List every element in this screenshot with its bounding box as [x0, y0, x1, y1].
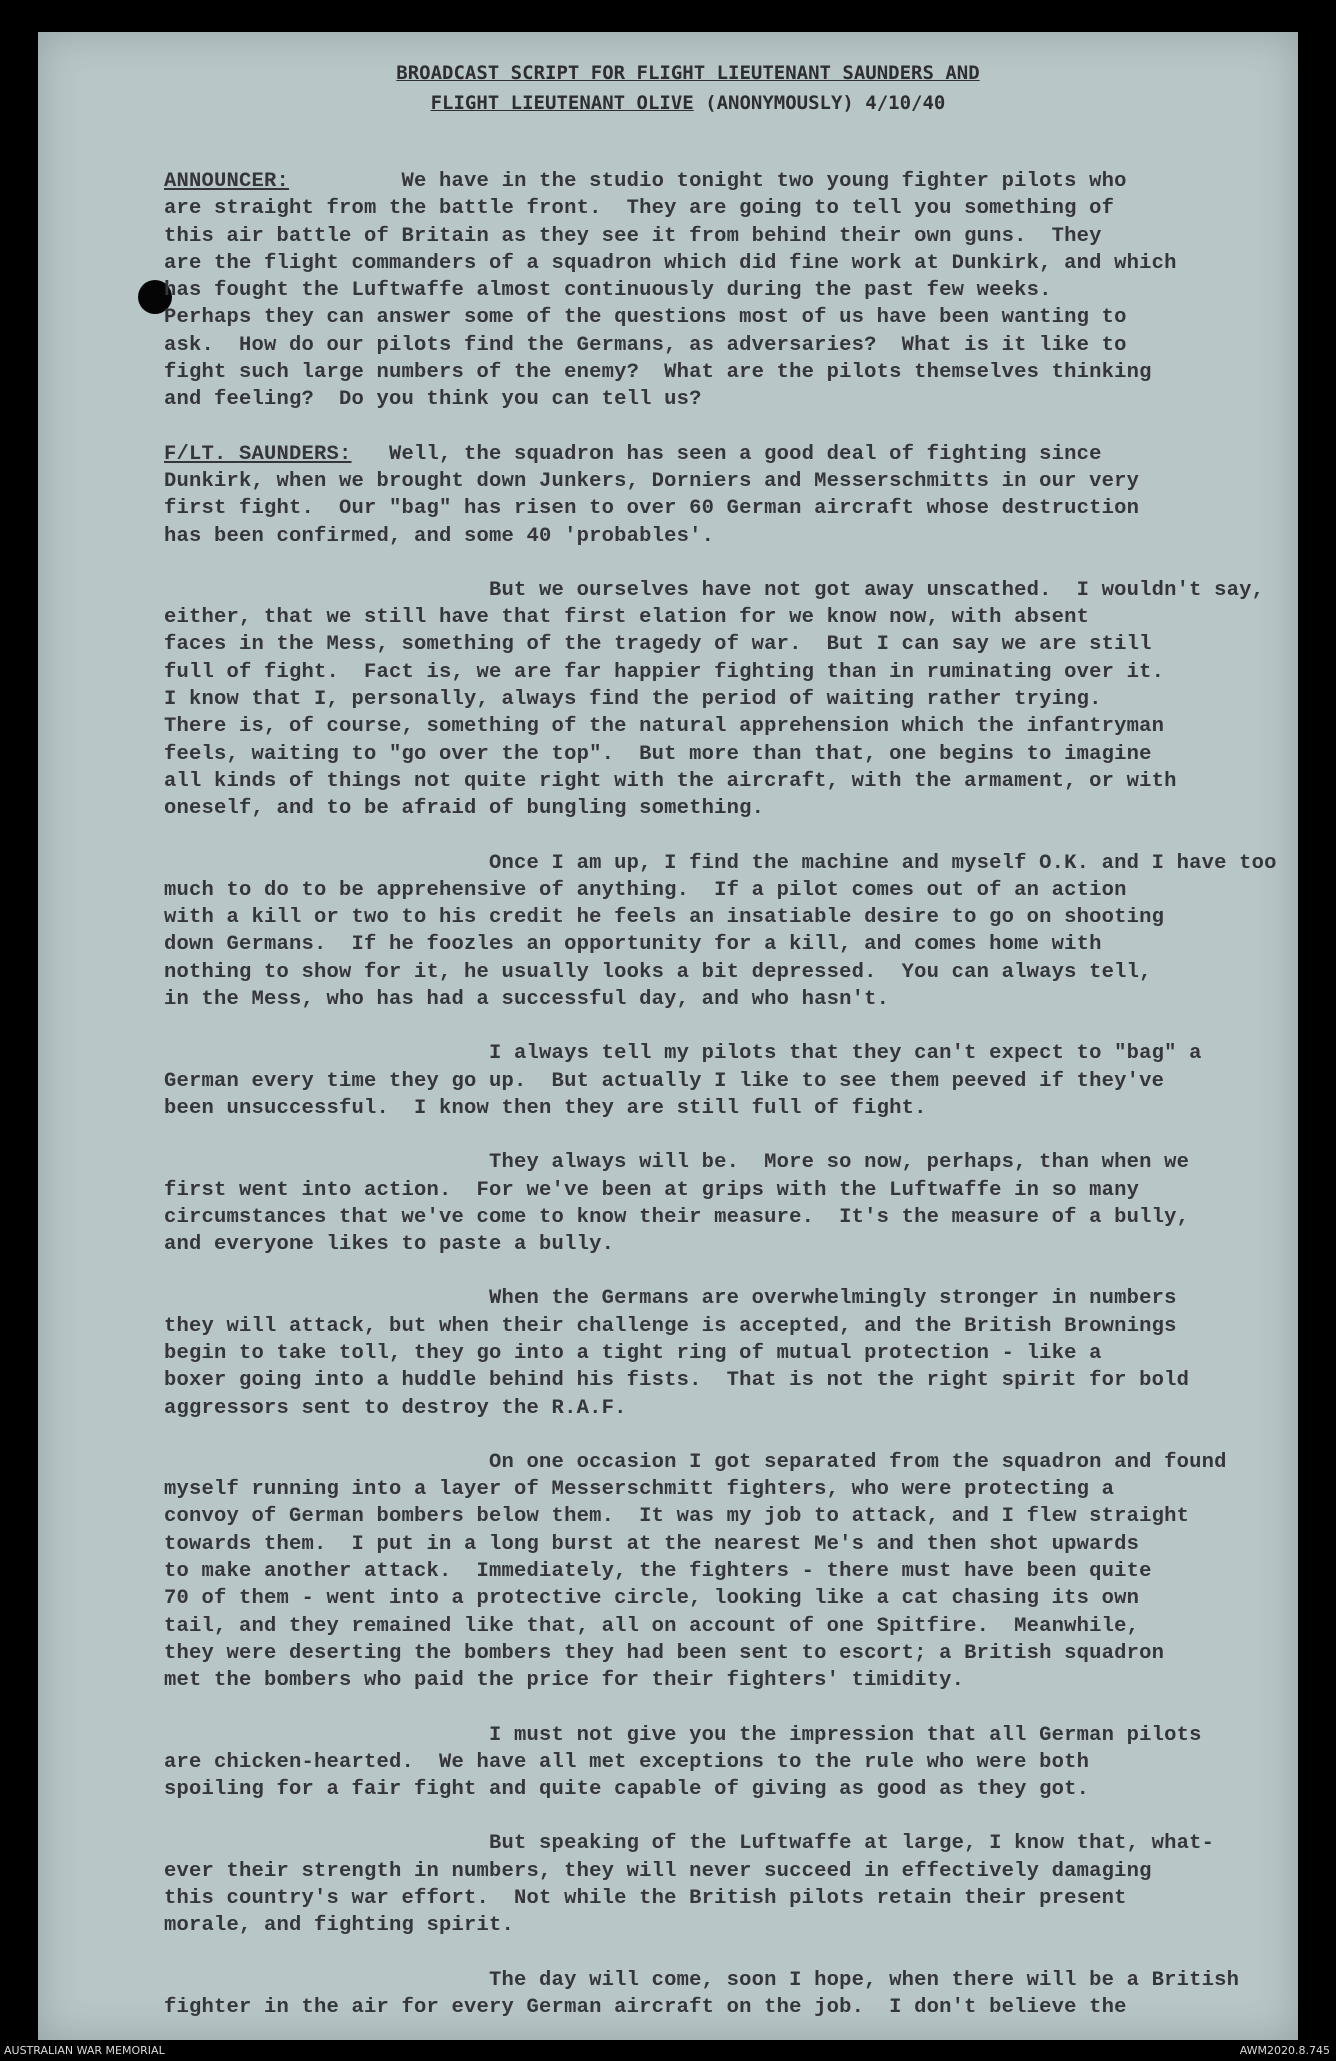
paragraph-line: I know that I, personally, always find the period of waiting rather trying.: [164, 688, 1102, 712]
paragraph-line: nothing to show for it, he usually looks a bit depressed. You can always tell,: [164, 960, 1152, 984]
paragraph-line: myself running into a layer of Messerschmitt fighters, who were protecting a: [164, 1478, 1115, 1502]
title-line-2: [188, 88, 1188, 118]
script-body: [164, 168, 1284, 2021]
paragraph-line: circumstances that we've come to know their measure. It's the measure of a bully,: [164, 1205, 1190, 1229]
section-line: are the flight commanders of a squadron which did fine work at Dunkirk, and which: [164, 251, 1177, 275]
paragraph-line: met the bombers who paid the price for their fighters' timidity.: [164, 1669, 965, 1693]
section-line: this air battle of Britain as they see it from behind their own guns. They: [164, 224, 1102, 248]
section-line: first fight. Our "bag" has risen to over 60 German aircraft whose destruction: [164, 497, 1140, 521]
footer-institution: AUSTRALIAN WAR MEMORIAL: [4, 2044, 165, 2057]
paragraph: [164, 1285, 1284, 1421]
section-line: and feeling? Do you think you can tell us?: [164, 388, 702, 412]
archive-footer: [0, 2040, 1336, 2061]
paragraph-line: begin to take toll, they go into a tight ring of mutual protection - like a: [164, 1341, 1102, 1365]
paragraph-line: The day will come, soon I hope, when there will be a British: [164, 1968, 1240, 1992]
paragraph-line: oneself, and to be afraid of bungling something.: [164, 797, 765, 821]
paragraph-line: But we ourselves have not got away unscathed. I wouldn't say,: [164, 578, 1265, 602]
paragraph-line: down Germans. If he foozles an opportunity for a kill, and comes home with: [164, 933, 1102, 957]
paragraph-line: are chicken-hearted. We have all met exceptions to the rule who were both: [164, 1750, 1090, 1774]
section-line: [164, 441, 1284, 468]
paragraph: [164, 850, 1284, 1014]
paragraph-line: morale, and fighting spirit.: [164, 1914, 515, 1938]
paragraph: [164, 1967, 1284, 2022]
announcer-section: [164, 168, 1284, 414]
paragraph-line: towards them. I put in a long burst at the nearest Me's and then shot upwards: [164, 1532, 1140, 1556]
paragraph-line: all kinds of things not quite right with the aircraft, with the armament, or with: [164, 769, 1177, 793]
title-line-1: BROADCAST SCRIPT FOR FLIGHT LIEUTENANT SAUNDERS AND: [396, 62, 980, 84]
paragraph-line: I always tell my pilots that they can't expect to "bag" a: [164, 1042, 1202, 1066]
paragraph-line: I must not give you the impression that all German pilots: [164, 1723, 1202, 1747]
footer-catalog-number: AWM2020.8.745: [1239, 2044, 1330, 2057]
paragraph: [164, 577, 1284, 823]
paragraph-line: they will attack, but when their challenge is accepted, and the British Brownings: [164, 1314, 1177, 1338]
paragraph: [164, 1040, 1284, 1122]
paragraph-line: fighter in the air for every German aircraft on the job. I don't believe the: [164, 1995, 1127, 2019]
paragraph-line: been unsuccessful. I know then they are still full of fight.: [164, 1096, 927, 1120]
paragraph-line: with a kill or two to his credit he feels an insatiable desire to go on shooting: [164, 906, 1165, 930]
paragraph-line: first went into action. For we've been at grips with the Luftwaffe in so many: [164, 1178, 1140, 1202]
paragraph-line: faces in the Mess, something of the tragedy of war. But I can say we are still: [164, 633, 1152, 657]
paragraph: [164, 1830, 1284, 1939]
paragraph-line: and everyone likes to paste a bully.: [164, 1233, 615, 1257]
section-line: has been confirmed, and some 40 'probables'.: [164, 524, 715, 548]
section-line: ask. How do our pilots find the Germans, as adversaries? What is it like to: [164, 333, 1127, 357]
speaker-label: ANNOUNCER:: [164, 170, 290, 193]
section-line: Dunkirk, when we brought down Junkers, Dorniers and Messerschmitts in our very: [164, 469, 1140, 493]
paragraph-line: But speaking of the Luftwaffe at large, I know that, what-: [164, 1832, 1215, 1856]
paragraph-line: either, that we still have that first elation for we know now, with absent: [164, 606, 1090, 630]
paragraph: [164, 1722, 1284, 1804]
section-line: Perhaps they can answer some of the questions most of us have been wanting to: [164, 306, 1127, 330]
speaker-label: F/LT. SAUNDERS:: [164, 442, 352, 466]
paragraph-line: ever their strength in numbers, they will never succeed in effectively damaging: [164, 1859, 1152, 1883]
paragraph-line: aggressors sent to destroy the R.A.F.: [164, 1396, 627, 1420]
paragraph-line: much to do to be apprehensive of anything. If a pilot comes out of an action: [164, 878, 1127, 902]
typed-script-page: [38, 32, 1298, 2040]
paragraph-line: to make another attack. Immediately, the fighters - there must have been quite: [164, 1560, 1152, 1584]
paragraph: [164, 1149, 1284, 1258]
paragraph-line: full of fight. Fact is, we are far happier fighting than in ruminating over it.: [164, 660, 1165, 684]
paragraph-line: Once I am up, I find the machine and myself O.K. and I have too: [164, 851, 1277, 875]
paragraph-line: boxer going into a huddle behind his fists. That is not the right spirit for bold: [164, 1369, 1190, 1393]
paragraph-line: this country's war effort. Not while the British pilots retain their present: [164, 1887, 1127, 1911]
paragraph-line: in the Mess, who has had a successful day, and who hasn't.: [164, 988, 890, 1012]
title-line-2-underlined: FLIGHT LIEUTENANT OLIVE: [430, 92, 694, 114]
saunders-section: [164, 441, 1284, 550]
paragraph-line: They always will be. More so now, perhaps, than when we: [164, 1151, 1190, 1175]
section-line: are straight from the battle front. They are going to tell you something of: [164, 197, 1115, 221]
paragraph-line: convoy of German bombers below them. It was my job to attack, and I flew straight: [164, 1505, 1190, 1529]
paragraph-line: When the Germans are overwhelmingly stronger in numbers: [164, 1287, 1177, 1311]
section-line: has fought the Luftwaffe almost continuously during the past few weeks.: [164, 279, 1052, 303]
paragraph-line: German every time they go up. But actually I like to see them peeved if they've: [164, 1069, 1165, 1093]
paragraph-line: 70 of them - went into a protective circle, looking like a cat chasing its own: [164, 1587, 1140, 1611]
line-text: We have in the studio tonight two young fighter pilots who: [289, 170, 1127, 193]
script-title: [188, 58, 1188, 118]
title-line-2-rest: (ANONYMOUSLY) 4/10/40: [693, 92, 946, 114]
line-text: Well, the squadron has seen a good deal of fighting since: [351, 442, 1102, 466]
paragraph-line: tail, and they remained like that, all on account of one Spitfire. Meanwhile,: [164, 1614, 1140, 1638]
paragraph-line: spoiling for a fair fight and quite capable of giving as good as they got.: [164, 1778, 1090, 1802]
section-line: fight such large numbers of the enemy? What are the pilots themselves thinking: [164, 361, 1152, 385]
paragraph-line: There is, of course, something of the natural apprehension which the infantryman: [164, 715, 1165, 739]
paragraph-line: On one occasion I got separated from the squadron and found: [164, 1450, 1227, 1474]
paragraph-line: they were deserting the bombers they had been sent to escort; a British squadron: [164, 1641, 1165, 1665]
paragraph-line: feels, waiting to "go over the top". But more than that, one begins to imagine: [164, 742, 1152, 766]
section-line: [164, 168, 1284, 195]
paragraph: [164, 1449, 1284, 1695]
paragraph-list: [164, 550, 1284, 2021]
